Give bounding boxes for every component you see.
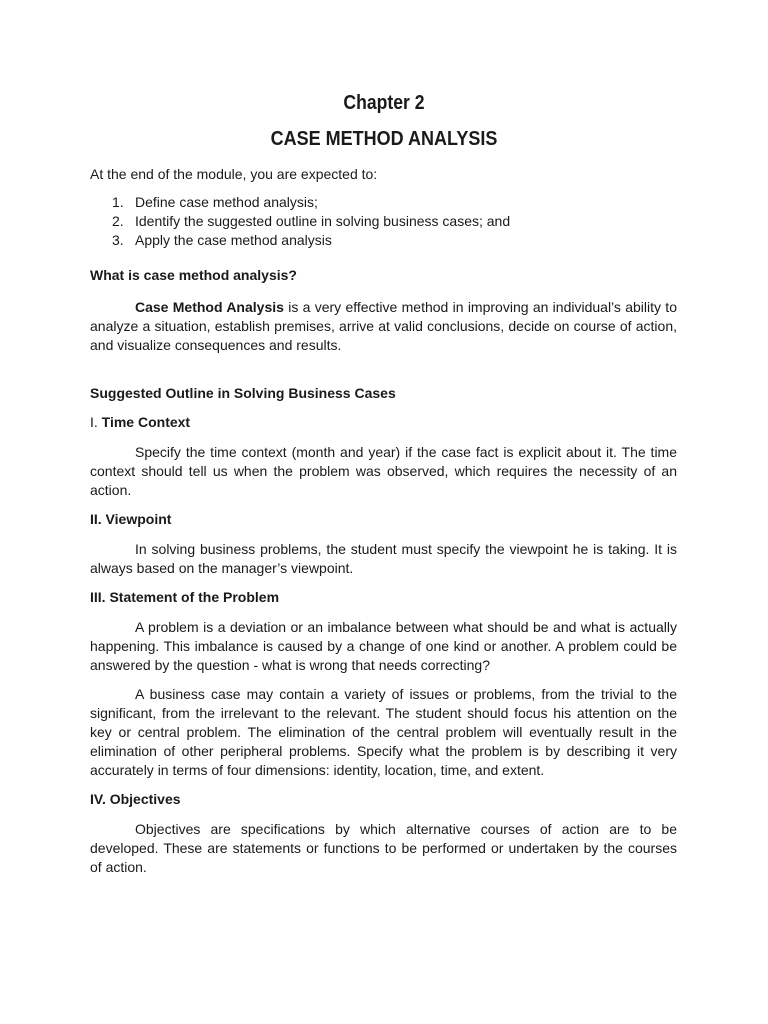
- list-item-number: 3.: [112, 232, 124, 248]
- list-item: [90, 212, 677, 231]
- list-item-text: Define case method analysis;: [135, 194, 318, 210]
- definition-paragraph: [90, 298, 677, 355]
- section-heading-objectives: IV. Objectives: [90, 791, 181, 807]
- section-heading-what-is: What is case method analysis?: [90, 267, 297, 283]
- list-item: [90, 231, 677, 250]
- section-heading-text: Time Context: [101, 414, 191, 430]
- roman-numeral: I.: [90, 414, 102, 430]
- list-item-number: 2.: [112, 213, 124, 229]
- section-heading-time-context: [90, 413, 677, 432]
- objectives-list: [90, 193, 677, 250]
- chapter-label: Chapter 2: [343, 92, 425, 114]
- document-body: [90, 165, 677, 877]
- definition-text: is a very effective method in improving an individual’s ability to analyze a situation, establish premises, arrive at valid conclusions, decide on course of action, and visualize consequences and results.: [90, 299, 677, 353]
- list-item-text: Identify the suggested outline in solving business cases; and: [135, 213, 511, 229]
- list-item-number: 1.: [112, 194, 124, 210]
- paragraph-viewpoint: In solving business problems, the student must specify the viewpoint he is taking. It is always based on the manager’s viewpoint.: [90, 541, 677, 576]
- paragraph-time-context: Specify the time context (month and year) if the case fact is explicit about it. The time context should tell us when the problem was observed, which requires the necessity of an action.: [90, 444, 677, 498]
- page-title: CASE METHOD ANALYSIS: [270, 128, 498, 150]
- paragraph-statement-1: A problem is a deviation or an imbalance between what should be and what is actually happening. This imbalance is caused by a change of one kind or another. A problem could be answered by the question - what is wrong that needs correcting?: [90, 619, 677, 673]
- outline-heading: Suggested Outline in Solving Business Cases: [90, 385, 396, 401]
- list-item: [90, 193, 677, 212]
- paragraph-objectives: Objectives are specifications by which alternative courses of action are to be developed. These are statements or functions to be performed or undertaken by the courses of action.: [90, 821, 677, 875]
- intro-text: At the end of the module, you are expected to:: [90, 166, 378, 182]
- section-heading-viewpoint: II. Viewpoint: [90, 511, 172, 527]
- paragraph-statement-2: A business case may contain a variety of issues or problems, from the trivial to the significant, from the irrelevant to the relevant. The student should focus his attention on the key or central problem. The elimination of the central problem will eventually result in the elimination of other peripheral problems. Specify what the problem is by describing it very accurately in terms of four dimensions: identity, location, time, and extent.: [90, 686, 677, 778]
- term-case-method-analysis: Case Method Analysis: [135, 299, 284, 315]
- list-item-text: Apply the case method analysis: [135, 232, 332, 248]
- section-heading-statement: III. Statement of the Problem: [90, 589, 280, 605]
